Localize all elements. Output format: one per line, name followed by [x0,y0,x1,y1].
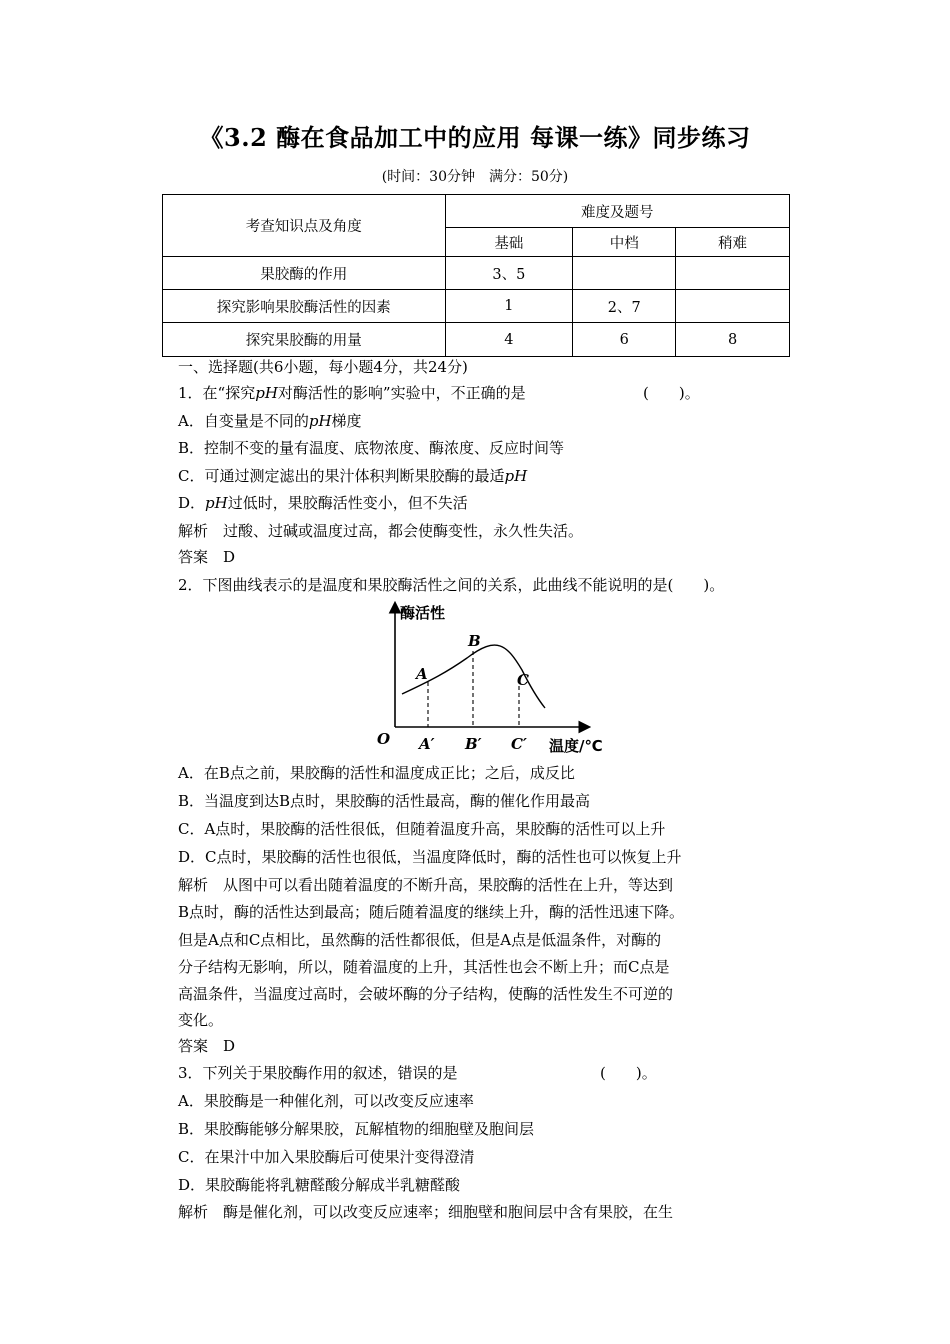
table-cell: 6 [573,323,676,357]
y-axis-label: 酶活性 [400,604,446,622]
tick-a-label: A′ [419,735,435,753]
question-1-analysis: 解析 过酸、过碱或温度过高，都会使酶变性，永久性失活。 [178,522,584,540]
table-header-topic: 考查知识点及角度 [163,195,446,257]
table-cell: 3、5 [445,257,573,290]
question-2-answer: 答案 D [178,1037,236,1055]
answer-paren: ( )。 [643,384,700,402]
tick-b-label: B′ [465,735,482,753]
answer-paren: ( )。 [600,1064,657,1082]
origin-label: O [377,730,391,748]
question-2-analysis-line: 分子结构无影响，所以，随着温度的上升，其活性也会不断上升；而C点是 [178,958,670,976]
table-cell-topic: 探究影响果胶酶活性的因素 [163,290,446,323]
table-header-level: 基础 [445,228,573,257]
question-2-option-b: B．当温度到达B点时，果胶酶的活性最高，酶的催化作用最高 [178,792,591,810]
question-2-analysis-line: 解析 从图中可以看出随着温度的不断升高，果胶酶的活性在上升，等达到 [178,876,674,894]
page-subtitle: (时间：30分钟 满分：50分) [381,169,569,185]
question-2-stem: 2．下图曲线表示的是温度和果胶酶活性之间的关系，此曲线不能说明的是( )。 [178,576,725,594]
table-row [163,323,790,357]
table-cell [573,257,676,290]
question-3-option-a: A．果胶酶是一种催化剂，可以改变反应速率 [178,1092,474,1110]
table-header-level: 中档 [573,228,676,257]
question-2-option-a: A．在B点之前，果胶酶的活性和温度成正比；之后，成反比 [178,764,575,782]
point-a-label: A [416,665,428,683]
point-b-label: B [468,632,481,650]
enzyme-activity-graph [372,598,612,760]
knowledge-table [162,194,790,357]
table-cell: 1 [445,290,573,323]
section-heading: 一、选择题(共6小题，每小题4分，共24分) [178,358,468,376]
question-3-option-b: B．果胶酶能够分解果胶，瓦解植物的细胞壁及胞间层 [178,1120,535,1138]
question-3-option-c: C．在果汁中加入果胶酶后可使果汁变得澄清 [178,1148,475,1166]
point-c-label: C [517,671,529,689]
question-2-option-d: D．C点时，果胶酶的活性也很低，当温度降低时，酶的活性也可以恢复上升 [178,848,682,866]
tick-c-label: C′ [511,735,527,753]
table-cell-topic: 果胶酶的作用 [163,257,446,290]
table-cell: 2、7 [573,290,676,323]
table-cell [676,257,790,290]
question-1-option-d: D．pH过低时，果胶酶活性变小，但不失活 [178,494,468,512]
question-3-option-d: D．果胶酶能将乳糖醛酸分解成半乳糖醛酸 [178,1176,461,1194]
question-1-option-b: B．控制不变的量有温度、底物浓度、酶浓度、反应时间等 [178,439,565,457]
question-2-option-c: C．A点时，果胶酶的活性很低，但随着温度升高，果胶酶的活性可以上升 [178,820,666,838]
question-3-stem: 3．下列关于果胶酶作用的叙述，错误的是 ( )。 [178,1064,657,1082]
page-title: 《3.2 酶在食品加工中的应用 每课一练》同步练习 [199,123,751,152]
table-cell: 4 [445,323,573,357]
x-axis-label: 温度/℃ [549,737,603,755]
question-1-option-c: C．可通过测定滤出的果汁体积判断果胶酶的最适pH [178,467,528,485]
question-2-analysis-line: 变化。 [178,1011,224,1029]
table-row [163,257,790,290]
question-1-stem: 1．在“探究pH对酶活性的影响”实验中，不正确的是 ( )。 [178,384,700,402]
table-cell [676,290,790,323]
question-2-analysis-line: B点时，酶的活性达到最高；随后随着温度的继续上升，酶的活性迅速下降。 [178,903,685,921]
question-1-option-a: A．自变量是不同的pH梯度 [178,412,362,430]
table-cell-topic: 探究果胶酶的用量 [163,323,446,357]
question-2-analysis-line: 但是A点和C点相比，虽然酶的活性都很低，但是A点是低温条件，对酶的 [178,931,662,949]
table-header-level: 稍难 [676,228,790,257]
question-2-analysis-line: 高温条件，当温度过高时，会破坏酶的分子结构，使酶的活性发生不可逆的 [178,985,674,1003]
table-row [163,290,790,323]
question-3-analysis: 解析 酶是催化剂，可以改变反应速率；细胞壁和胞间层中含有果胶，在生 [178,1203,674,1221]
table-header-difficulty: 难度及题号 [445,195,790,228]
question-1-answer: 答案 D [178,548,236,566]
table-cell: 8 [676,323,790,357]
